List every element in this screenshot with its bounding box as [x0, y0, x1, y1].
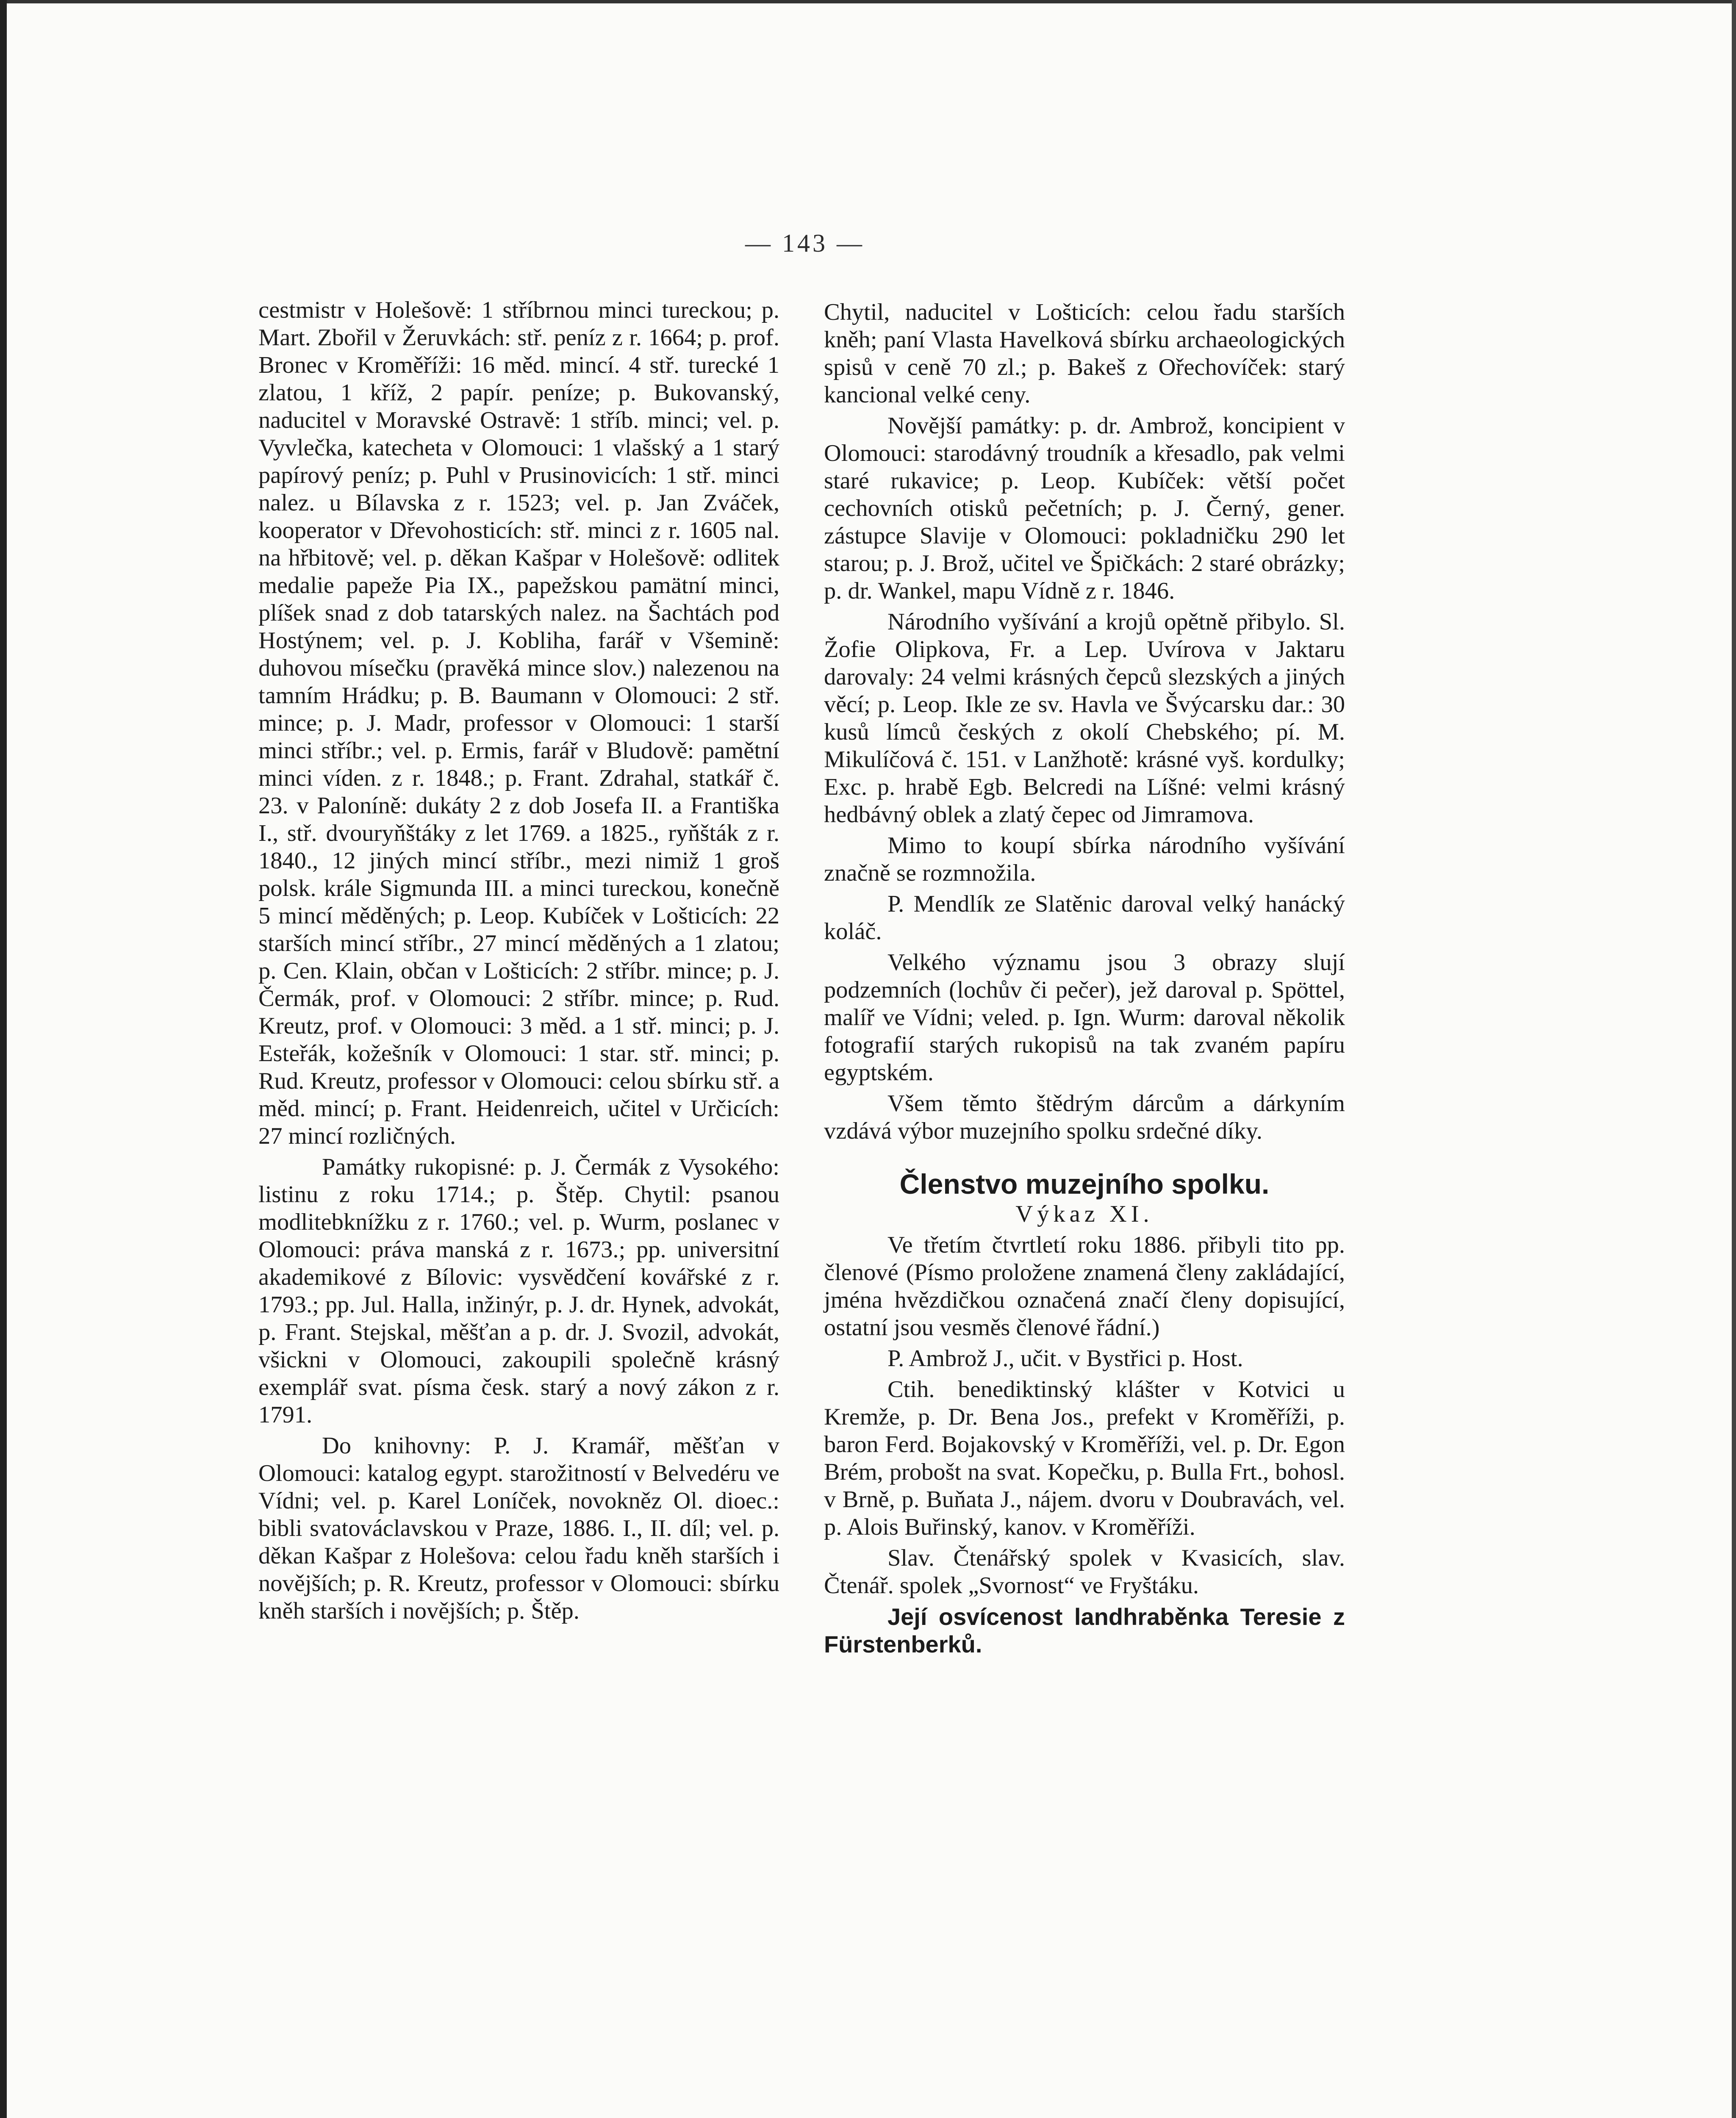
section-heading: Členstvo muzejního spolku. — [899, 1168, 1270, 1200]
left-column — [258, 297, 779, 1625]
paragraph-members-list: Ctih. benediktinský klášter v Kotvici u Kremže, p. Dr. Bena Jos., prefekt v Kroměříži, p. baron Ferd. Bojakovský v Kroměříži, vel. p. Dr. Egon Brém, probošt na svat. Kopečku, p. Bulla Frt., bohosl. v Brně, p. Buňata J., nájem. dvoru v Doubravách, vel. p. Alois Buřinský, kanov. v Kroměříži. — [824, 1376, 1345, 1540]
paragraph-member-ambroz: P. Ambrož J., učit. v Bystřici p. Host. — [887, 1345, 1243, 1372]
paragraph-thanks: Všem těmto štědrým dárcům a dárkyním vzdává výbor muzejního spolku srdečné díky. — [824, 1090, 1345, 1144]
paragraph-donations-coins: cestmistr v Holešově: 1 stříbrnou minci tureckou; p. Mart. Zbořil v Žeruvkách: stř. peníz z r. 1664; p. prof. Bronec v Kroměříži: 16 měd. mincí. 4 stř. turecké 1 zlatou, 1 kříž, 2 papír. peníze; p. Bukovanský, naducitel v Moravské Ostravě: 1 stříb. minci; vel. p. Vyvlečka, katecheta v Olomouci: 1 vlašský a 1 starý papírový peníz; p. Puhl v Prusinovicích: 1 stř. minci nalez. u Bílavska z r. 1523; vel. p. Jan Zváček, kooperator v Dřevohosticích: stř. minci z r. 1605 nal. na hřbitově; vel. p. děkan Kašpar v Holešově: odlitek medalie papeže Pia IX., papežskou pamätní minci, plíšek snad z dob tatarských nalez. na Šachtách pod Hostýnem; vel. p. J. Kobliha, farář v Všemině: duhovou mísečku (pravěká mince slov.) nalezenou na tamním Hrádku; p. B. Baumann v Olomouci: 2 stř. mince; p. J. Madr, professor v Olomouci: 1 starší minci stříbr.; vel. p. Ermis, farář v Bludově: pamětní minci víden. z r. 1848.; p. Frant. Zdrahal, statkář č. 23. v Paloníně: dukáty 2 z dob Josefa II. a Františka I., stř. dvouryňštáky z let 1769. a 1825., ryňšták z r. 1840., 12 jiných mincí stříbr., mezi nimiž 1 groš polsk. krále Sigmunda III. a minci tureckou, konečně 5 mincí měděných; p. Leop. Kubíček v Lošticích: 22 starších mincí stříbr., 27 mincí měděných a 1 zlatou; p. Cen. Klain, občan v Lošticích: 2 stříbr. mince; p. J. Čermák, prof. v Olomouci: 2 stříbr. mince; p. Rud. Kreutz, prof. v Olomouci: 3 měd. a 1 stř. minci; p. J. Esteřák, kožešník v Olomouci: 1 star. stř. minci; p. Rud. Kreutz, professor v Olomouci: celou sbírku stř. a měd. mincí; p. Frant. Heidenreich, učitel v Určicích: 27 mincí rozličných. — [258, 297, 779, 1149]
section-subheading: Výkaz XI. — [1015, 1201, 1154, 1227]
paragraph-continuation: Chytil, naducitel v Lošticích: celou řadu starších kněh; paní Vlasta Havelková sbírku archaeologických spisů v ceně 70 zl.; p. Bakeš z Ořechovíček: starý kancional velké ceny. — [824, 299, 1345, 408]
scan-border-top — [0, 0, 1736, 3]
paragraph-embroidery: Národního vyšívání a krojů opětně přibylo. Sl. Žofie Olipkova, Fr. a Lep. Uvírova v Jaktaru darovaly: 24 velmi krásných čepců slezských a jiných věcí; p. Leop. Ikle ze sv. Havla ve Švýcarsku dar.: 30 kusů límců českých z okolí Chebského; pí. M. Mikulíčová č. 151. v Lanžhotě: krásné vyš. kordulky; Exc. p. hrabě Egb. Belcredi na Líšné: velmi krásný hedbávný oblek a zlatý čepec od Jimramova. — [824, 609, 1345, 828]
paragraph-library: Do knihovny: P. J. Kramář, měšťan v Olomouci: katalog egypt. starožitností v Belvedéru ve Vídni; vel. p. Karel Loníček, novokněz Ol. dioec.: bibli svatováclavskou v Praze, 1886. I., II. díl; vel. p. děkan Kašpar z Holešova: celou řadu kněh starších i novějších; p. R. Kreutz, professor v Olomouci: sbírku kněh starších i novějších; p. Štěp. — [258, 1433, 779, 1624]
scan-border-right — [1732, 0, 1736, 2118]
page-number: — 143 — — [745, 229, 865, 257]
paragraph-members-intro: Ve třetím čtvrtletí roku 1886. přibyli tito pp. členové (Písmo proložene znamená členy zakládající, jména hvězdičkou označená značí členy dopisující, ostatní jsou vesměs členové řádní.) — [824, 1232, 1345, 1341]
paragraph-kolac: P. Mendlík ze Slatěnic daroval velký hanácký koláč. — [824, 891, 1345, 945]
paragraph-societies: Slav. Čtenářský spolek v Kvasicích, slav. Čtenář. spolek „Svornost“ ve Fryštáku. — [824, 1545, 1345, 1599]
paragraph-bold-entry: Její osvícenost landhraběnka Teresie z Fürstenberků. — [824, 1603, 1345, 1658]
paragraph-purchase: Mimo to koupí sbírka národního vyšívání značně se rozmnožila. — [824, 832, 1345, 886]
paragraph-paintings: Velkého významu jsou 3 obrazy slují podzemních (lochův či pečer), jež daroval p. Spöttel, malíř ve Vídni; veled. p. Ign. Wurm: daroval několik fotografií starých rukopisů na tak zvaném papíru egyptském. — [824, 949, 1345, 1086]
paragraph-newer-monuments: Novější památky: p. dr. Ambrož, koncipient v Olomouci: starodávný troudník a křesadlo, pak velmi staré rukavice; p. Leop. Kubíček: větší počet cechovních otisků pečetních; p. J. Černý, gener. zástupce Slavije v Olomouci: pokladničku 290 let starou; p. J. Brož, učitel ve Špičkách: 2 staré obrázky; p. dr. Wankel, mapu Vídně z r. 1846. — [824, 413, 1345, 604]
right-column — [824, 299, 1345, 1658]
scan-border-left — [0, 0, 7, 2118]
paragraph-manuscripts: Památky rukopisné: p. J. Čermák z Vysokého: listinu z roku 1714.; p. Štěp. Chytil: psanou modlitebknížku z r. 1760.; vel. p. Wurm, poslanec v Olomouci: práva manská z r. 1673.; pp. universitní akademikové z Bílovic: vysvědčení kovářské z r. 1793.; pp. Jul. Halla, inžinýr, p. J. dr. Hynek, advokát, p. Frant. Stejskal, měšťan a p. dr. J. Svozil, advokát, všickni v Olomouci, zakoupili společně krásný exemplář svat. písma česk. starý a nový zákon z r. 1791. — [258, 1154, 779, 1428]
